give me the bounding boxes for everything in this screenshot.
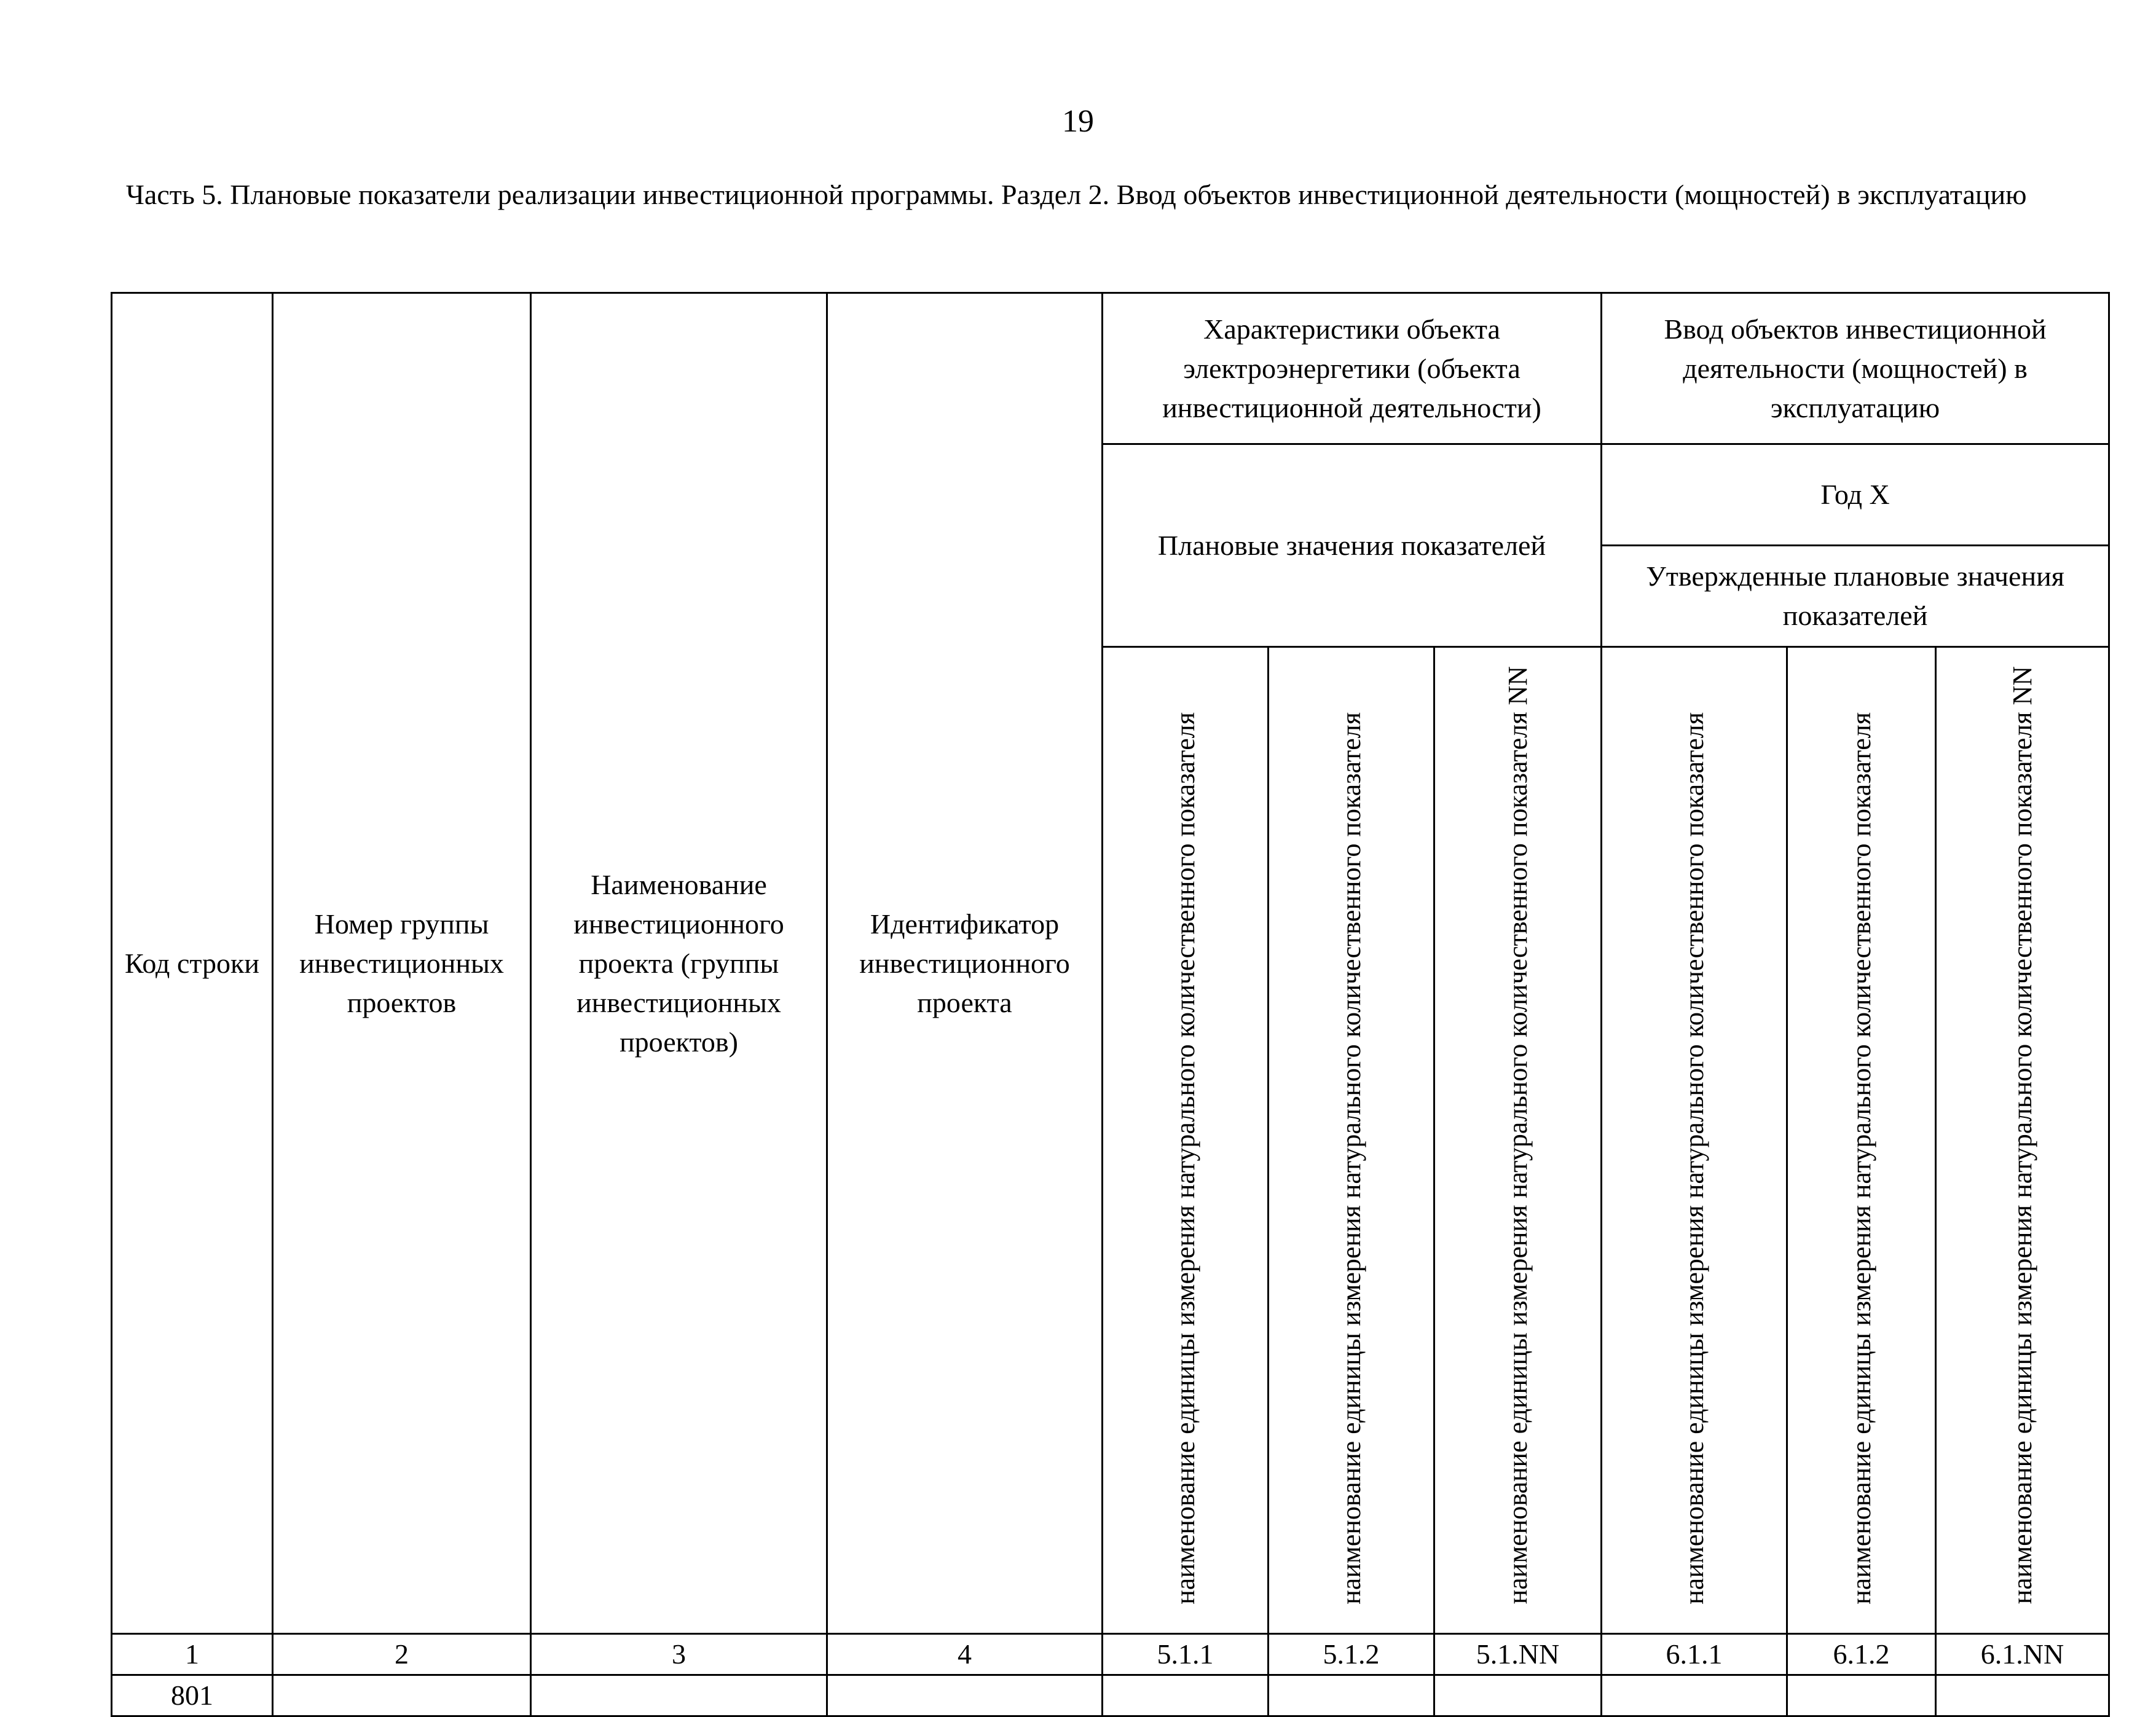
header-project-name: Наименование инвестиционного проекта (группы инвестиционных проектов) <box>531 293 827 1634</box>
header-unit-6-1-1: наименование единицы измерения натурального количественного показателя <box>1602 647 1787 1634</box>
table-row <box>112 1675 2109 1716</box>
column-number: 2 <box>273 1634 531 1675</box>
header-group-number: Номер группы инвестиционных проектов <box>273 293 531 1634</box>
header-object-characteristics: Характеристики объекта электроэнергетики (объекта инвестиционной деятельности) <box>1103 293 1602 444</box>
page-number: 19 <box>1062 104 1094 139</box>
table-cell <box>827 1675 1103 1716</box>
table-cell <box>531 1675 827 1716</box>
header-unit-5-1-1: наименование единицы измерения натурального количественного показателя <box>1103 647 1269 1634</box>
investment-table <box>111 292 2110 1717</box>
header-unit-5-1-nn: наименование единицы измерения натурального количественного показателя NN <box>1434 647 1602 1634</box>
table-cell <box>1936 1675 2109 1716</box>
header-planned-values: Плановые значения показателей <box>1103 444 1602 647</box>
column-number: 6.1.2 <box>1787 1634 1936 1675</box>
header-project-id: Идентификатор инвестиционного проекта <box>827 293 1103 1634</box>
table-cell <box>1103 1675 1269 1716</box>
table-cell <box>1787 1675 1936 1716</box>
column-number: 3 <box>531 1634 827 1675</box>
header-year: Год X <box>1602 444 2109 546</box>
column-number: 5.1.2 <box>1269 1634 1434 1675</box>
column-number: 6.1.1 <box>1602 1634 1787 1675</box>
row-code: 801 <box>112 1675 273 1716</box>
table-cell <box>1269 1675 1434 1716</box>
column-number-row <box>112 1634 2109 1675</box>
column-number: 5.1.1 <box>1103 1634 1269 1675</box>
column-number: 4 <box>827 1634 1103 1675</box>
column-number: 6.1.NN <box>1936 1634 2109 1675</box>
table-cell <box>1602 1675 1787 1716</box>
header-unit-6-1-nn: наименование единицы измерения натурального количественного показателя NN <box>1936 647 2109 1634</box>
section-heading: Часть 5. Плановые показатели реализации инвестиционной программы. Раздел 2. Ввод объектов инвестиционной деятельности (мощностей) в эксплуатацию <box>126 179 2027 210</box>
header-unit-5-1-2: наименование единицы измерения натурального количественного показателя <box>1269 647 1434 1634</box>
header-commissioning: Ввод объектов инвестиционной деятельности (мощностей) в эксплуатацию <box>1602 293 2109 444</box>
header-approved-values: Утвержденные плановые значения показателей <box>1602 546 2109 647</box>
table-cell <box>273 1675 531 1716</box>
column-number: 1 <box>112 1634 273 1675</box>
header-code: Код строки <box>112 293 273 1634</box>
header-unit-6-1-2: наименование единицы измерения натурального количественного показателя <box>1787 647 1936 1634</box>
column-number: 5.1.NN <box>1434 1634 1602 1675</box>
table-cell <box>1434 1675 1602 1716</box>
